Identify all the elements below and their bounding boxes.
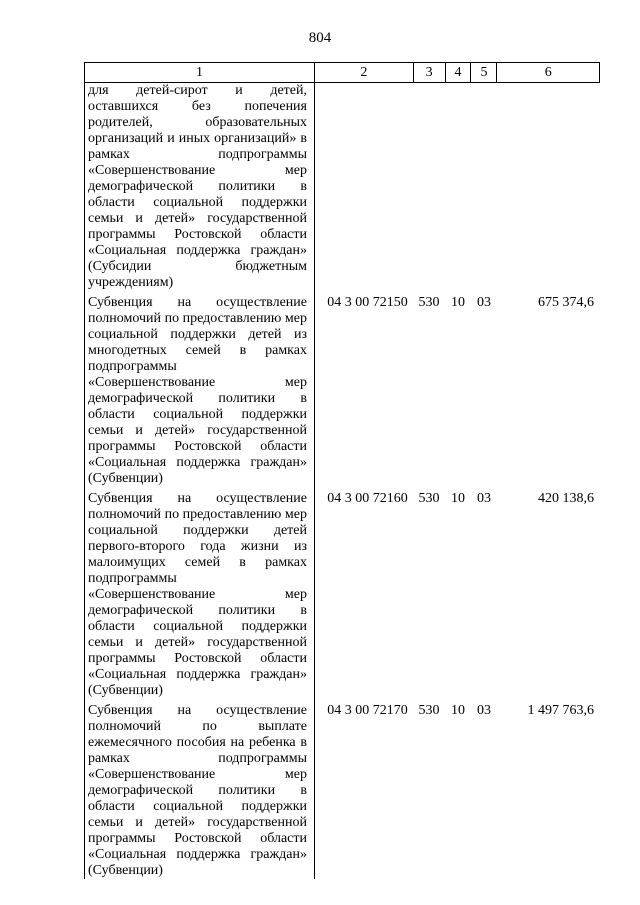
header-col-3: 3 — [413, 63, 445, 82]
row-amount — [497, 83, 600, 291]
row-code: 04 3 00 72160 — [327, 491, 408, 506]
table-border-left — [84, 83, 85, 879]
row-amount: 1 497 763,6 — [527, 703, 594, 718]
table-row — [84, 83, 600, 291]
page-number: 804 — [308, 30, 332, 46]
row-col-3: 530 — [418, 295, 440, 310]
row-description: Субвенция на осуществление полномочий по предоставлению мер социальной поддержки детей из многодетных семей в рамках подпрограммы «Совершенствование мер демографической политики в области социальной поддержки семьи и детей» государственной программы Ростовской области «Социальная поддержка граждан» (Субвенции) — [88, 295, 307, 486]
column-divider — [314, 83, 315, 879]
header-col-2: 2 — [314, 63, 413, 82]
header-col-1: 1 — [196, 65, 204, 80]
row-code: 04 3 00 72150 — [327, 295, 408, 310]
row-col-5: 03 — [477, 703, 491, 718]
row-description: Субвенция на осуществление полномочий по выплате ежемесячного пособия на ребенка в рамках подпрограммы «Совершенствование мер демографической политики в области социальной поддержки семьи и детей» государственной программы Ростовской области «Социальная поддержка граждан» (Субвенции) — [88, 703, 307, 878]
row-col-3: 530 — [418, 491, 440, 506]
table-header — [84, 62, 600, 83]
row-col-4: 10 — [451, 491, 465, 506]
row-col-5 — [471, 83, 497, 291]
row-amount: 420 138,6 — [538, 491, 594, 506]
row-col-4: 10 — [451, 703, 465, 718]
row-code — [314, 83, 413, 291]
row-col-4 — [445, 83, 471, 291]
header-col-5: 5 — [470, 63, 496, 82]
row-col-3: 530 — [418, 703, 440, 718]
row-col-5: 03 — [477, 491, 491, 506]
header-col-6: 6 — [496, 63, 599, 82]
row-amount: 675 374,6 — [538, 295, 594, 310]
table-row — [84, 295, 600, 487]
budget-table — [84, 62, 600, 879]
row-description: Субвенция на осуществление полномочий по предоставлению мер социальной поддержки детей первого-второго года жизни из малоимущих семей в рамках подпрограммы «Совершенствование мер демографической политики в области социальной поддержки семьи и детей» государственной программы Ростовской области «Социальная поддержка граждан» (Субвенции) — [88, 491, 307, 698]
row-code: 04 3 00 72170 — [327, 703, 408, 718]
row-col-5: 03 — [477, 295, 491, 310]
table-row — [84, 491, 600, 699]
header-col-4: 4 — [445, 63, 471, 82]
row-col-3 — [413, 83, 445, 291]
row-description: для детей-сирот и детей, оставшихся без попечения родителей, образовательных организаций и иных организаций» в рамках подпрограммы «Совершенствование мер демографической политики в области социальной поддержки семьи и детей» государственной программы Ростовской области «Социальная поддержка граждан» (Субсидии бюджетным учреждениям) — [88, 83, 307, 290]
row-col-4: 10 — [451, 295, 465, 310]
table-body — [84, 83, 600, 879]
table-row — [84, 703, 600, 879]
